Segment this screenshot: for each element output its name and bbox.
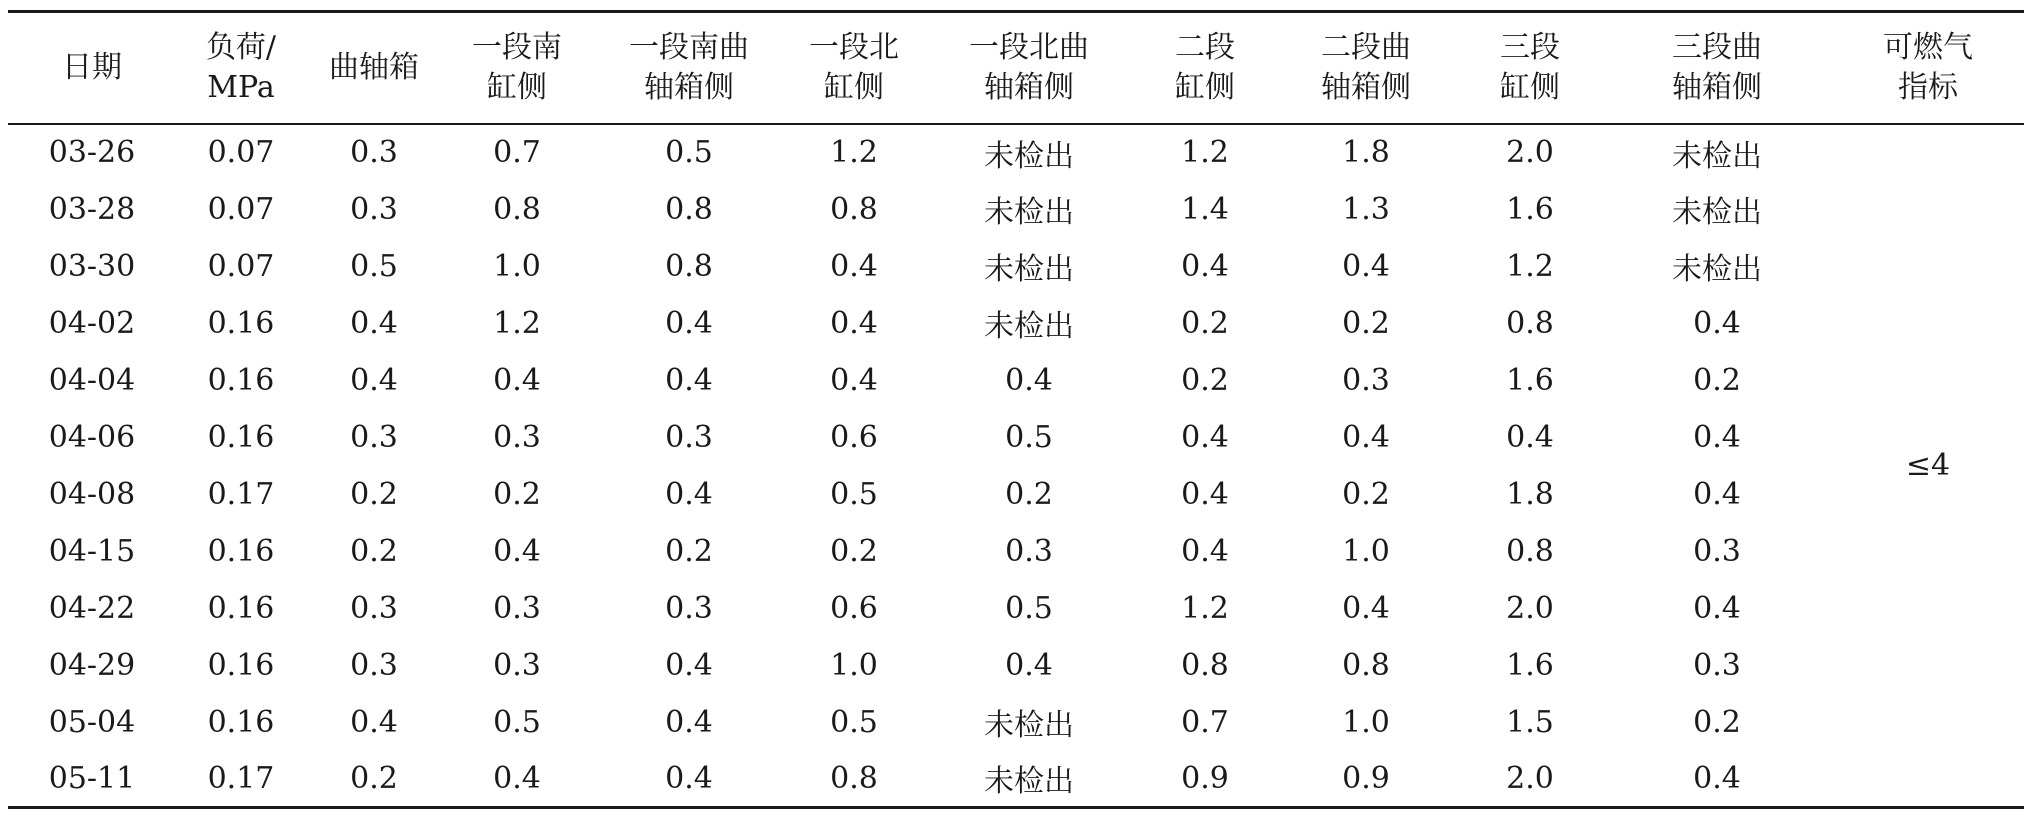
table-row: [8, 295, 2024, 352]
value-cell: 0.8: [1181, 647, 1229, 683]
value-cell: 1.0: [1342, 704, 1390, 740]
value-cell: 0.4: [1693, 590, 1741, 626]
date-cell: 04-02: [48, 305, 136, 341]
table-row: [8, 637, 2024, 694]
value-cell: 0.5: [665, 135, 713, 170]
value-cell: 0.3: [1693, 647, 1741, 683]
value-cell: 2.0: [1506, 590, 1554, 626]
value-cell: 0.4: [442, 751, 592, 808]
gas-detection-table: [8, 10, 2024, 809]
value-cell: 1.2: [830, 135, 878, 170]
value-cell: 1.2: [1181, 590, 1229, 626]
value-cell: 0.2: [830, 533, 878, 569]
value-cell: 0.4: [1005, 647, 1053, 683]
column-header: [8, 12, 176, 124]
value-cell: 0.5: [350, 248, 398, 284]
value-cell: 0.4: [1181, 419, 1229, 455]
value-cell: 0.5: [830, 704, 878, 740]
column-header: [922, 12, 1136, 124]
column-header-line: 缸侧: [1500, 69, 1560, 105]
value-cell: 0.3: [350, 419, 398, 455]
value-cell: 1.6: [1506, 191, 1554, 227]
value-cell: 0.4: [1693, 476, 1741, 512]
column-header: [592, 12, 786, 124]
value-cell: 0.3: [493, 647, 541, 683]
value-cell: 0.5: [830, 476, 878, 512]
table-row: [8, 124, 2024, 181]
column-header-line: 三段: [1500, 29, 1560, 65]
column-header-line: 可燃气: [1883, 29, 1973, 65]
value-cell: 0.3: [1005, 533, 1053, 569]
value-cell: 1.4: [1181, 191, 1229, 227]
value-cell: 0.6: [830, 590, 878, 626]
column-header-line: 轴箱侧: [984, 69, 1074, 105]
value-cell: 0.4: [1342, 419, 1390, 455]
value-cell: 0.4: [665, 305, 713, 341]
value-cell: 未检出: [984, 138, 1074, 174]
value-cell: 0.4: [830, 248, 878, 284]
value-cell: 1.2: [493, 305, 541, 341]
column-header-line: 负荷/: [205, 29, 277, 65]
value-cell: 0.4: [665, 647, 713, 683]
value-cell: 0.2: [665, 533, 713, 569]
column-header: [786, 12, 922, 124]
date-cell: 04-06: [48, 419, 136, 455]
value-cell: 未检出: [984, 195, 1074, 230]
table-body: [8, 124, 2024, 808]
value-cell: 0.4: [830, 305, 878, 341]
column-header: [306, 12, 442, 124]
value-cell: 1.0: [830, 647, 878, 683]
value-cell: 0.3: [493, 590, 541, 626]
table-row: [8, 238, 2024, 295]
value-cell: 1.6: [1506, 362, 1554, 398]
value-cell: 0.4: [493, 362, 541, 398]
value-cell: 0.3: [350, 191, 398, 227]
value-cell: 0.2: [1342, 305, 1390, 341]
value-cell: 0.9: [1274, 751, 1458, 808]
column-header-line: 一段南: [472, 29, 562, 65]
column-header: [1458, 12, 1602, 124]
column-header-line: 轴箱侧: [1321, 69, 1411, 105]
value-cell: 0.4: [1181, 533, 1229, 569]
value-cell: 未检出: [922, 751, 1136, 808]
date-cell: 03-26: [48, 135, 136, 170]
value-cell: 2.0: [1458, 751, 1602, 808]
value-cell: 1.0: [1342, 533, 1390, 569]
value-cell: 0.2: [350, 476, 398, 512]
value-cell: 0.2: [1181, 305, 1229, 341]
column-header-line: 二段曲: [1321, 29, 1411, 65]
value-cell: 0.5: [1005, 419, 1053, 455]
value-cell: 0.4: [1181, 476, 1229, 512]
column-header: [442, 12, 592, 124]
value-cell: 0.4: [350, 305, 398, 341]
column-header-line: 一段北: [809, 29, 899, 65]
value-cell: 1.2: [1506, 248, 1554, 284]
value-cell: 0.8: [1342, 647, 1390, 683]
value-cell: 0.4: [665, 362, 713, 398]
value-cell: 0.4: [665, 704, 713, 740]
value-cell: 0.2: [1693, 362, 1741, 398]
date-cell: 03-30: [48, 248, 136, 284]
value-cell: 0.4: [1693, 305, 1741, 341]
column-header-line: 二段: [1175, 29, 1235, 65]
value-cell: 1.2: [1181, 135, 1229, 170]
value-cell: 0.8: [786, 751, 922, 808]
value-cell: 0.07: [207, 248, 275, 284]
value-cell: 0.2: [1342, 476, 1390, 512]
value-cell: 0.4: [830, 362, 878, 398]
date-cell: 04-29: [48, 647, 136, 683]
column-header: [176, 12, 306, 124]
column-header-line: 轴箱侧: [1672, 69, 1762, 105]
value-cell: 0.4: [1506, 419, 1554, 455]
value-cell: 0.4: [1342, 248, 1390, 284]
value-cell: 未检出: [1672, 138, 1762, 174]
value-cell: 1.6: [1506, 647, 1554, 683]
table-header: [8, 12, 2024, 124]
value-cell: 0.3: [350, 590, 398, 626]
value-cell: 0.4: [493, 533, 541, 569]
value-cell: 1.8: [1506, 476, 1554, 512]
value-cell: 0.4: [350, 362, 398, 398]
column-header-line: 轴箱侧: [644, 69, 734, 105]
date-cell: 04-22: [48, 590, 136, 626]
value-cell: 0.8: [493, 191, 541, 227]
table-row: [8, 352, 2024, 409]
column-header-line: 曲轴箱: [329, 49, 419, 85]
value-cell: 未检出: [984, 708, 1074, 743]
value-cell: 0.07: [207, 135, 275, 170]
value-cell: 0.4: [1342, 590, 1390, 626]
column-header-line: 缸侧: [824, 69, 884, 105]
value-cell: 0.4: [1005, 362, 1053, 398]
table-row: [8, 466, 2024, 523]
value-cell: 0.2: [493, 476, 541, 512]
value-cell: 0.16: [207, 362, 275, 398]
value-cell: 0.8: [1506, 533, 1554, 569]
column-header-line: 日期: [62, 49, 122, 85]
value-cell: 1.5: [1506, 704, 1554, 740]
value-cell: 0.2: [350, 533, 398, 569]
value-cell: 0.7: [493, 135, 541, 170]
value-cell: 0.3: [1342, 362, 1390, 398]
column-header-line: MPa: [207, 69, 275, 105]
value-cell: 0.17: [176, 751, 306, 808]
value-cell: 0.16: [207, 533, 275, 569]
value-cell: 0.4: [1181, 248, 1229, 284]
value-cell: 0.8: [830, 191, 878, 227]
value-cell: 0.16: [207, 419, 275, 455]
date-cell: 05-11: [8, 751, 176, 808]
value-cell: 0.16: [207, 305, 275, 341]
value-cell: 0.2: [1181, 362, 1229, 398]
value-cell: 0.16: [207, 704, 275, 740]
value-cell: 1.0: [493, 248, 541, 284]
table-row: [8, 580, 2024, 637]
value-cell: 0.4: [592, 751, 786, 808]
value-cell: 0.3: [350, 647, 398, 683]
value-cell: 0.3: [493, 419, 541, 455]
value-cell: 0.6: [830, 419, 878, 455]
value-cell: 2.0: [1506, 135, 1554, 170]
table-row: [8, 694, 2024, 751]
value-cell: 0.2: [1005, 476, 1053, 512]
value-cell: 0.4: [1602, 751, 1832, 808]
column-header-line: 缸侧: [487, 69, 547, 105]
column-header: [1832, 12, 2024, 124]
value-cell: 0.9: [1136, 751, 1274, 808]
date-cell: 03-28: [48, 191, 136, 227]
value-cell: 0.8: [1506, 305, 1554, 341]
value-cell: 0.3: [665, 590, 713, 626]
value-cell: 0.3: [350, 135, 398, 170]
column-header-line: 缸侧: [1175, 69, 1235, 105]
value-cell: 未检出: [1672, 195, 1762, 230]
value-cell: 0.16: [207, 590, 275, 626]
value-cell: 0.8: [665, 191, 713, 227]
value-cell: 0.3: [1693, 533, 1741, 569]
value-cell: 0.4: [665, 476, 713, 512]
value-cell: 0.8: [665, 248, 713, 284]
date-cell: 04-15: [48, 533, 136, 569]
value-cell: 0.7: [1181, 704, 1229, 740]
column-header-line: 指标: [1898, 69, 1958, 105]
table-row: [8, 181, 2024, 238]
value-cell: 0.16: [207, 647, 275, 683]
value-cell: 0.3: [665, 419, 713, 455]
value-cell: 未检出: [984, 252, 1074, 287]
column-header: [1274, 12, 1458, 124]
header-row: [8, 12, 2024, 124]
table-row: [8, 751, 2024, 808]
date-cell: 04-08: [48, 476, 136, 512]
column-header-line: 三段曲: [1672, 29, 1762, 65]
value-cell: 0.07: [207, 191, 275, 227]
value-cell: 0.4: [350, 704, 398, 740]
date-cell: 04-04: [48, 362, 136, 398]
value-cell: 0.5: [493, 704, 541, 740]
column-header-line: 一段北曲: [969, 29, 1089, 65]
value-cell: 0.4: [1693, 419, 1741, 455]
column-header-line: 一段南曲: [629, 29, 749, 65]
column-header: [1136, 12, 1274, 124]
column-header: [1602, 12, 1832, 124]
value-cell: 未检出: [984, 309, 1074, 344]
value-cell: 0.2: [1693, 704, 1741, 740]
date-cell: 05-04: [48, 704, 136, 740]
value-cell: 未检出: [1672, 252, 1762, 287]
table-row: [8, 523, 2024, 580]
value-cell: 1.3: [1342, 191, 1390, 227]
value-cell: 0.5: [1005, 590, 1053, 626]
table-row: [8, 409, 2024, 466]
value-cell: 0.2: [306, 751, 442, 808]
value-cell: 0.17: [207, 476, 275, 512]
combustible-gas-index-cell: ≤4: [1832, 124, 2024, 808]
value-cell: 1.8: [1342, 135, 1390, 170]
